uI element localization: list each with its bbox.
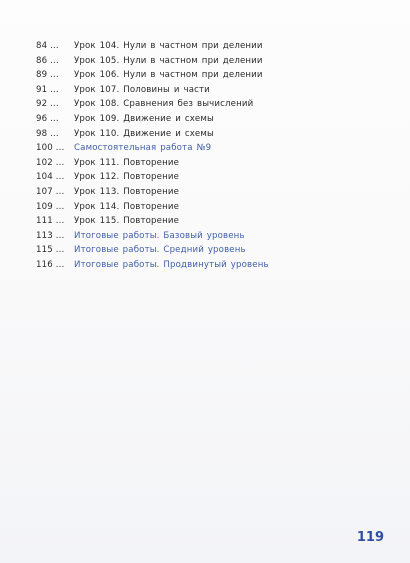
toc-entry-title: Самостоятельная работа №9 [74, 143, 212, 154]
toc-entry [36, 172, 366, 187]
toc-entry-title: Урок 110. Движение и схемы [74, 128, 214, 139]
toc-entry-page: 102 ... [36, 157, 65, 168]
toc-entry [36, 158, 366, 173]
toc-entry-title: Итоговые работы. Средний уровень [74, 245, 246, 256]
toc-entry [36, 70, 366, 85]
toc-entry-page: 91 ... [36, 84, 59, 95]
toc-entry [36, 114, 366, 129]
toc-entry-page: 107 ... [36, 186, 65, 197]
toc-entry-page: 104 ... [36, 172, 65, 183]
toc-entry-page: 109 ... [36, 201, 65, 212]
toc-entry-title: Урок 108. Сравнения без вычислений [74, 99, 254, 110]
toc-entry-page: 96 ... [36, 113, 59, 124]
toc-entry-final [36, 231, 366, 246]
toc-entry-title: Итоговые работы. Базовый уровень [74, 230, 245, 241]
toc-entry-title: Урок 105. Нули в частном при делении [74, 55, 263, 66]
toc-entry-page: 116 ... [36, 259, 65, 270]
toc-entry-title: Урок 107. Половины и части [74, 84, 210, 95]
toc-entry-title: Урок 113. Повторение [74, 186, 180, 197]
toc-entry-title: Урок 115. Повторение [74, 216, 180, 227]
toc-entry-final [36, 245, 366, 260]
toc-entry-title: Урок 104. Нули в частном при делении [74, 41, 263, 51]
toc-entry-page: 92 ... [36, 99, 59, 110]
toc-entry-page: 113 ... [36, 230, 65, 241]
toc-entry-page: 115 ... [36, 245, 65, 256]
toc-entry-title: Итоговые работы. Продвинутый уровень [74, 259, 269, 270]
toc-entry-page: 89 ... [36, 70, 59, 81]
toc-entry [36, 216, 366, 231]
table-of-contents [36, 41, 366, 275]
toc-entry [36, 41, 366, 56]
toc-entry-page: 98 ... [36, 128, 59, 139]
toc-entry-title: Урок 114. Повторение [74, 201, 180, 212]
toc-entry-page: 84 ... [36, 41, 59, 51]
toc-entry [36, 99, 366, 114]
toc-entry-title: Урок 106. Нули в частном при делении [74, 70, 263, 81]
toc-entry-title: Урок 112. Повторение [74, 172, 180, 183]
toc-entry-page: 111 ... [36, 216, 65, 227]
toc-entry [36, 202, 366, 217]
toc-entry [36, 187, 366, 202]
toc-entry [36, 56, 366, 71]
toc-entry-test [36, 143, 366, 158]
toc-entry-page: 100 ... [36, 143, 65, 154]
toc-entry-final [36, 260, 366, 275]
toc-entry-title: Урок 109. Движение и схемы [74, 113, 214, 124]
toc-entry [36, 85, 366, 100]
toc-entry-title: Урок 111. Повторение [74, 157, 180, 168]
page-number: 119 [356, 530, 384, 545]
toc-entry-page: 86 ... [36, 55, 59, 66]
toc-entry [36, 129, 366, 144]
